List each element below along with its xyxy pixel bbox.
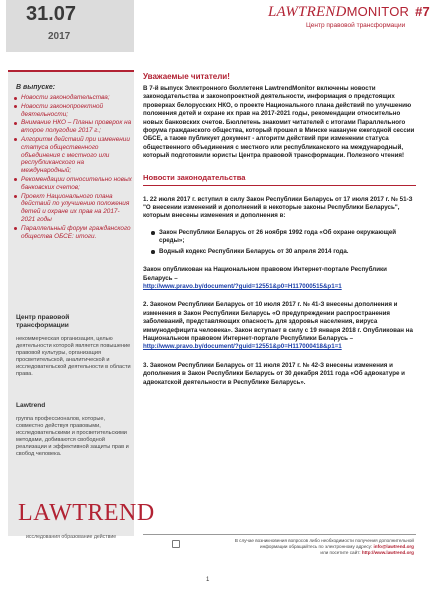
date-block — [6, 0, 134, 52]
footer-divider — [143, 534, 416, 535]
lawtrend-logo — [10, 494, 155, 546]
news-item-2-text: 2. Законом Республики Беларусь от 10 июля 2017 г. № 41-З внесены дополнения и изменения в Закон Республики Беларусь «О предупреждении распространения заболеваний, представляющих опасность для здоровья населения, вируса иммунодефицита человека». Закон вступает в силу с 19 января 2018 г. Опубликован на Национальном правовом Интернет-портале Республики Беларусь – — [143, 301, 413, 342]
contents-item[interactable]: Алгоритм действий при изменении статуса общественного объединения с местного или республиканского на международный; — [14, 136, 132, 175]
org-description: некоммерческая организация, целью деятельности которой является повышение правовой культуры, организация просветительской, аналитической и исследовательской деятельности в области права. — [16, 336, 131, 377]
brand-title — [268, 4, 430, 21]
section-title: Новости законодательства — [143, 172, 246, 182]
contents-list — [14, 94, 132, 241]
news-item-1-publication — [143, 266, 416, 291]
sidebar-title: В выпуске: — [16, 84, 56, 91]
lawtrend-description: группа профессионалов, которые, совместно действуя правовыми, исследовательскими и просветительскими методами, добиваются свободной реализации и эффективной защиты прав и свобод человека. — [16, 416, 129, 457]
contents-item[interactable]: Проект Национального плана действий по улучшению положения детей и охране их прав на 2017-2021 годы — [14, 193, 132, 224]
intro-paragraph: В 7-й выпуск Электронного бюллетеня LawtrendMonitor включены новости законодательства и законопроектной деятельности, информация о предстоящих проверках белорусских НКО, о проекте Национального плана действий по улучшению положения детей и охране их прав на 2017-2021 годы, рекомендации относительно новых банковских счетов. Бюллетень знакомит читателей с итогами Параллельного форума гражданского общества, который прошел в Минске накануне ежегодной сессии ОБСЕ, а также публикует документ - алгоритм действий при изменении статуса общественного объединения с местного или республиканского на международный, который подготовили юристы Центра правовой трансформации. Полезного чтения! — [143, 85, 415, 160]
issue-date: 31.07 — [26, 3, 77, 25]
greeting-heading: Уважаемые читатели! — [143, 72, 230, 81]
issue-number: #7 — [415, 4, 430, 19]
brand-subtitle: Центр правовой трансформации — [306, 22, 406, 29]
brand-monitor: MONITOR — [346, 4, 410, 19]
sidebar-accent — [8, 70, 134, 72]
footer-email-link[interactable]: info@lawtrend.org — [373, 544, 414, 550]
news-item-3: 3. Законом Республики Беларусь от 11 июля 2017 г. № 42-З внесены изменения и дополнения в Закон Республики Беларусь от 30 декабря 2011 года «Об адвокатуре и адвокатской деятельности в Республике Беларусь». — [143, 361, 405, 386]
issue-year: 2017 — [48, 31, 71, 42]
law-link-1[interactable]: http://www.pravo.by/document/?guid=12551&p0=H117000515&p1=1 — [143, 282, 342, 290]
footer-line-1: В случае возникновения вопросов либо необходимости получения дополнительной — [234, 538, 414, 543]
amended-laws-list — [143, 229, 416, 256]
logo-tagline: исследования образование действие — [26, 534, 117, 540]
org-title: Центр правовой трансформации — [16, 314, 70, 329]
news-item-2 — [143, 301, 416, 351]
publication-text: Закон опубликован на Национальном правовом Интернет-портале Республики Беларусь – — [143, 266, 387, 282]
contents-item[interactable]: Новости законодательства; — [14, 94, 132, 102]
contents-item[interactable]: Параллельный форум гражданского общества ОБСЕ: итоги. — [14, 225, 132, 241]
page-number: 1 — [206, 577, 210, 583]
news-item-1: 1. 22 июля 2017 г. вступил в силу Закон Республики Беларусь от 17 июля 2017 г. № 51-З "О внесении изменений и дополнений в некоторые законы Республики Беларусь", которым внесены изменения и дополнения в: — [143, 195, 413, 220]
contents-item[interactable]: Внимание НКО – Планы проверок на второе полугодие 2017 г.; — [14, 119, 132, 135]
amended-law-item: Водный кодекс Республики Беларусь от 30 апреля 2014 года. — [151, 248, 416, 256]
brand-law: LAWTREND — [268, 4, 347, 20]
footer-site-link[interactable]: http://www.lawtrend.org — [361, 550, 414, 556]
info-icon — [172, 540, 180, 548]
logo-wordmark: LAWTREND — [18, 500, 155, 526]
sidebar — [8, 70, 134, 536]
footer-line-2: информации обращайтесь по электронному адресу: — [260, 544, 373, 550]
contents-item[interactable]: Новости законопроектной деятельности; — [14, 103, 132, 119]
main-content — [143, 72, 416, 387]
footer-contact — [186, 538, 414, 557]
lawtrend-title: Lawtrend — [16, 402, 46, 409]
law-link-2[interactable]: http://www.pravo.by/document/?guid=12551&p0=H117000418&p1=1 — [143, 343, 342, 351]
section-divider — [143, 185, 416, 186]
contents-item[interactable]: Рекомендации относительно новых банковских счетов; — [14, 176, 132, 192]
footer-line-3: или посетите сайт: — [320, 550, 361, 556]
amended-law-item: Закон Республики Беларусь от 26 ноября 1992 года «Об охране окружающей среды»; — [151, 229, 416, 246]
